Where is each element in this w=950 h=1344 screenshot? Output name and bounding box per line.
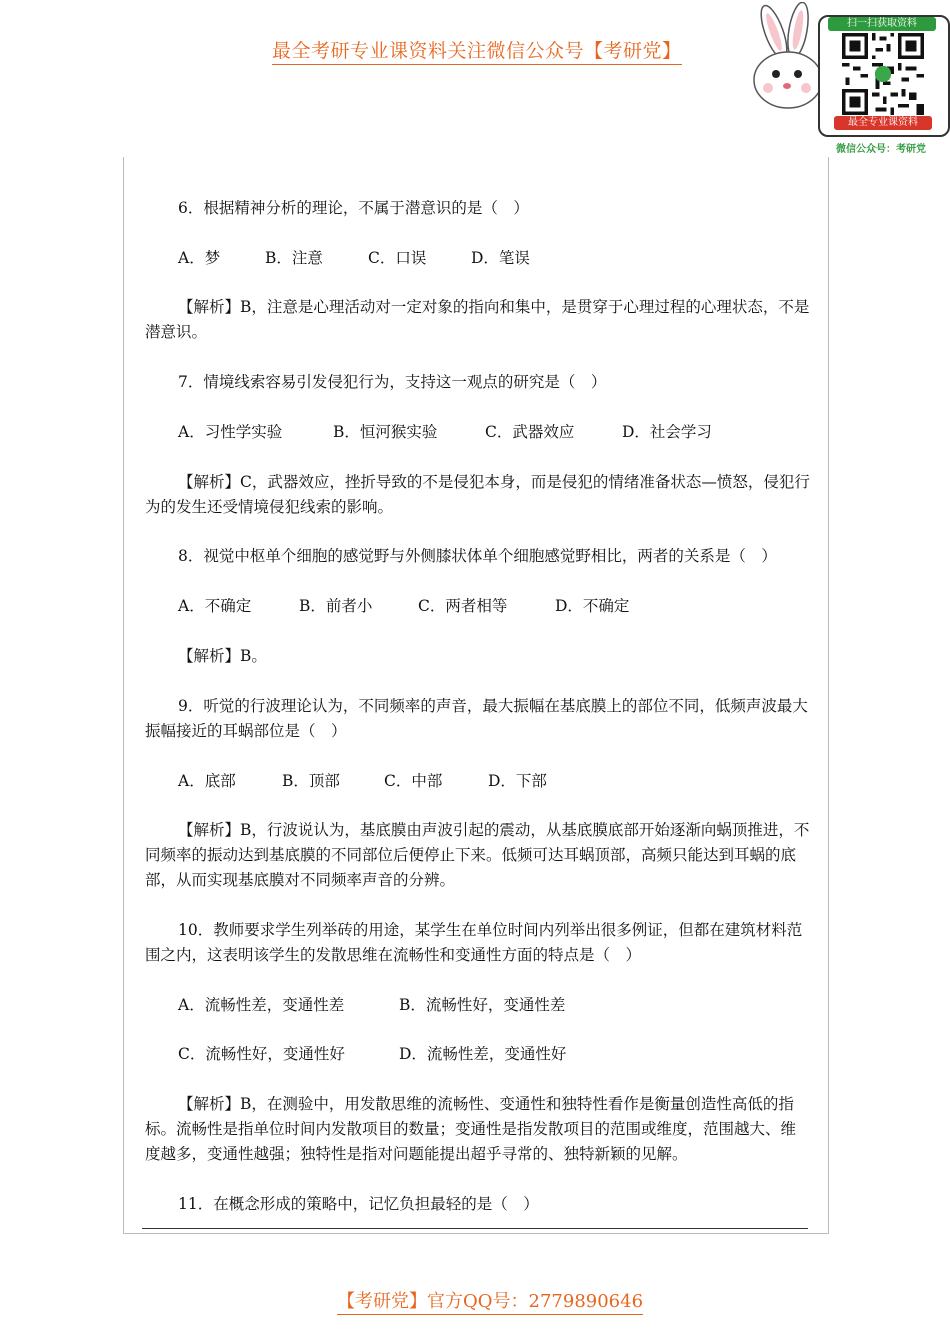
option-a: A．底部 (178, 772, 236, 790)
option-c: C．流畅性好，变通性好 (178, 1045, 345, 1063)
qr-top-label: 扫一扫获取资料 (828, 17, 936, 31)
question-stem: 6．根据精神分析的理论，不属于潜意识的是（ ） (178, 199, 529, 217)
analysis: 【解析】C，武器效应，挫折导致的不是侵犯本身，而是侵犯的情绪准备状态—愤怒，侵犯行为的发生还受情境侵犯线索的影响。 (145, 473, 810, 516)
option-b: B．恒河猴实验 (333, 423, 438, 441)
option-b: B．流畅性好，变通性差 (399, 996, 566, 1014)
option-a: A．梦 (178, 249, 221, 267)
question-stem: 9．听觉的行波理论认为，不同频率的声音，最大振幅在基底膜上的部位不同，低频声波最大振幅接近的耳蜗部位是（ ） (145, 697, 808, 740)
question-stem: 8．视觉中枢单个细胞的感觉野与外侧膝状体单个细胞感觉野相比，两者的关系是（ ） (178, 547, 777, 565)
option-d: D．笔误 (471, 249, 530, 267)
wechat-caption: 微信公众号：考研党 (836, 144, 926, 155)
analysis: 【解析】B，行波说认为，基底膜由声波引起的震动，从基底膜底部开始逐渐向蜗顶推进，不同频率的振动达到基底膜的不同部位后便停止下来。低频可达耳蜗顶部，高频只能达到耳蜗的底部，从而实现基底膜对不同频率声音的分辨。 (145, 821, 810, 889)
footer-banner: 【考研党】官方QQ号：2779890646 (337, 1287, 643, 1315)
qr-code-icon (839, 33, 927, 115)
page-bottom-rule (142, 1228, 808, 1229)
option-d: D．下部 (488, 772, 547, 790)
option-d: D．社会学习 (622, 423, 712, 441)
option-d: D．不确定 (555, 597, 630, 615)
option-a: A．不确定 (178, 597, 252, 615)
option-c: C．口误 (368, 249, 427, 267)
question-stem: 11．在概念形成的策略中，记忆负担最轻的是（ ） (178, 1195, 539, 1213)
question-stem: 10．教师要求学生列举砖的用途，某学生在单位时间内列举出很多例证，但都在建筑材料范围之内，这表明该学生的发散思维在流畅性和变通性方面的特点是（ ） (145, 921, 803, 964)
header-banner: 最全考研专业课资料关注微信公众号【考研党】 (272, 36, 682, 65)
analysis: 【解析】B，注意是心理活动对一定对象的指向和集中，是贯穿于心理过程的心理状态，不是潜意识。 (145, 298, 810, 341)
option-b: B．注意 (265, 249, 323, 267)
option-b: B．顶部 (282, 772, 340, 790)
option-c: C．两者相等 (418, 597, 508, 615)
analysis: 【解析】B，在测验中，用发散思维的流畅性、变通性和独特性看作是衡量创造性高低的指标。流畅性是指单位时间内发散项目的数量；变通性是指发散项目的范围或维度，范围越大、维度越多，变通性越强；独特性是指对问题能提出超乎寻常的、独特新颖的见解。 (145, 1095, 797, 1163)
option-d: D．流畅性差，变通性好 (399, 1045, 567, 1063)
option-b: B．前者小 (299, 597, 373, 615)
option-c: C．中部 (384, 772, 443, 790)
qr-bottom-label: 最全专业课资料 (834, 116, 932, 130)
option-a: A．流畅性差，变通性差 (178, 996, 345, 1014)
question-stem: 7．情境线索容易引发侵犯行为，支持这一观点的研究是（ ） (178, 373, 607, 391)
option-c: C．武器效应 (485, 423, 575, 441)
option-a: A．习性学实验 (178, 423, 283, 441)
analysis: 【解析】B。 (178, 647, 267, 665)
